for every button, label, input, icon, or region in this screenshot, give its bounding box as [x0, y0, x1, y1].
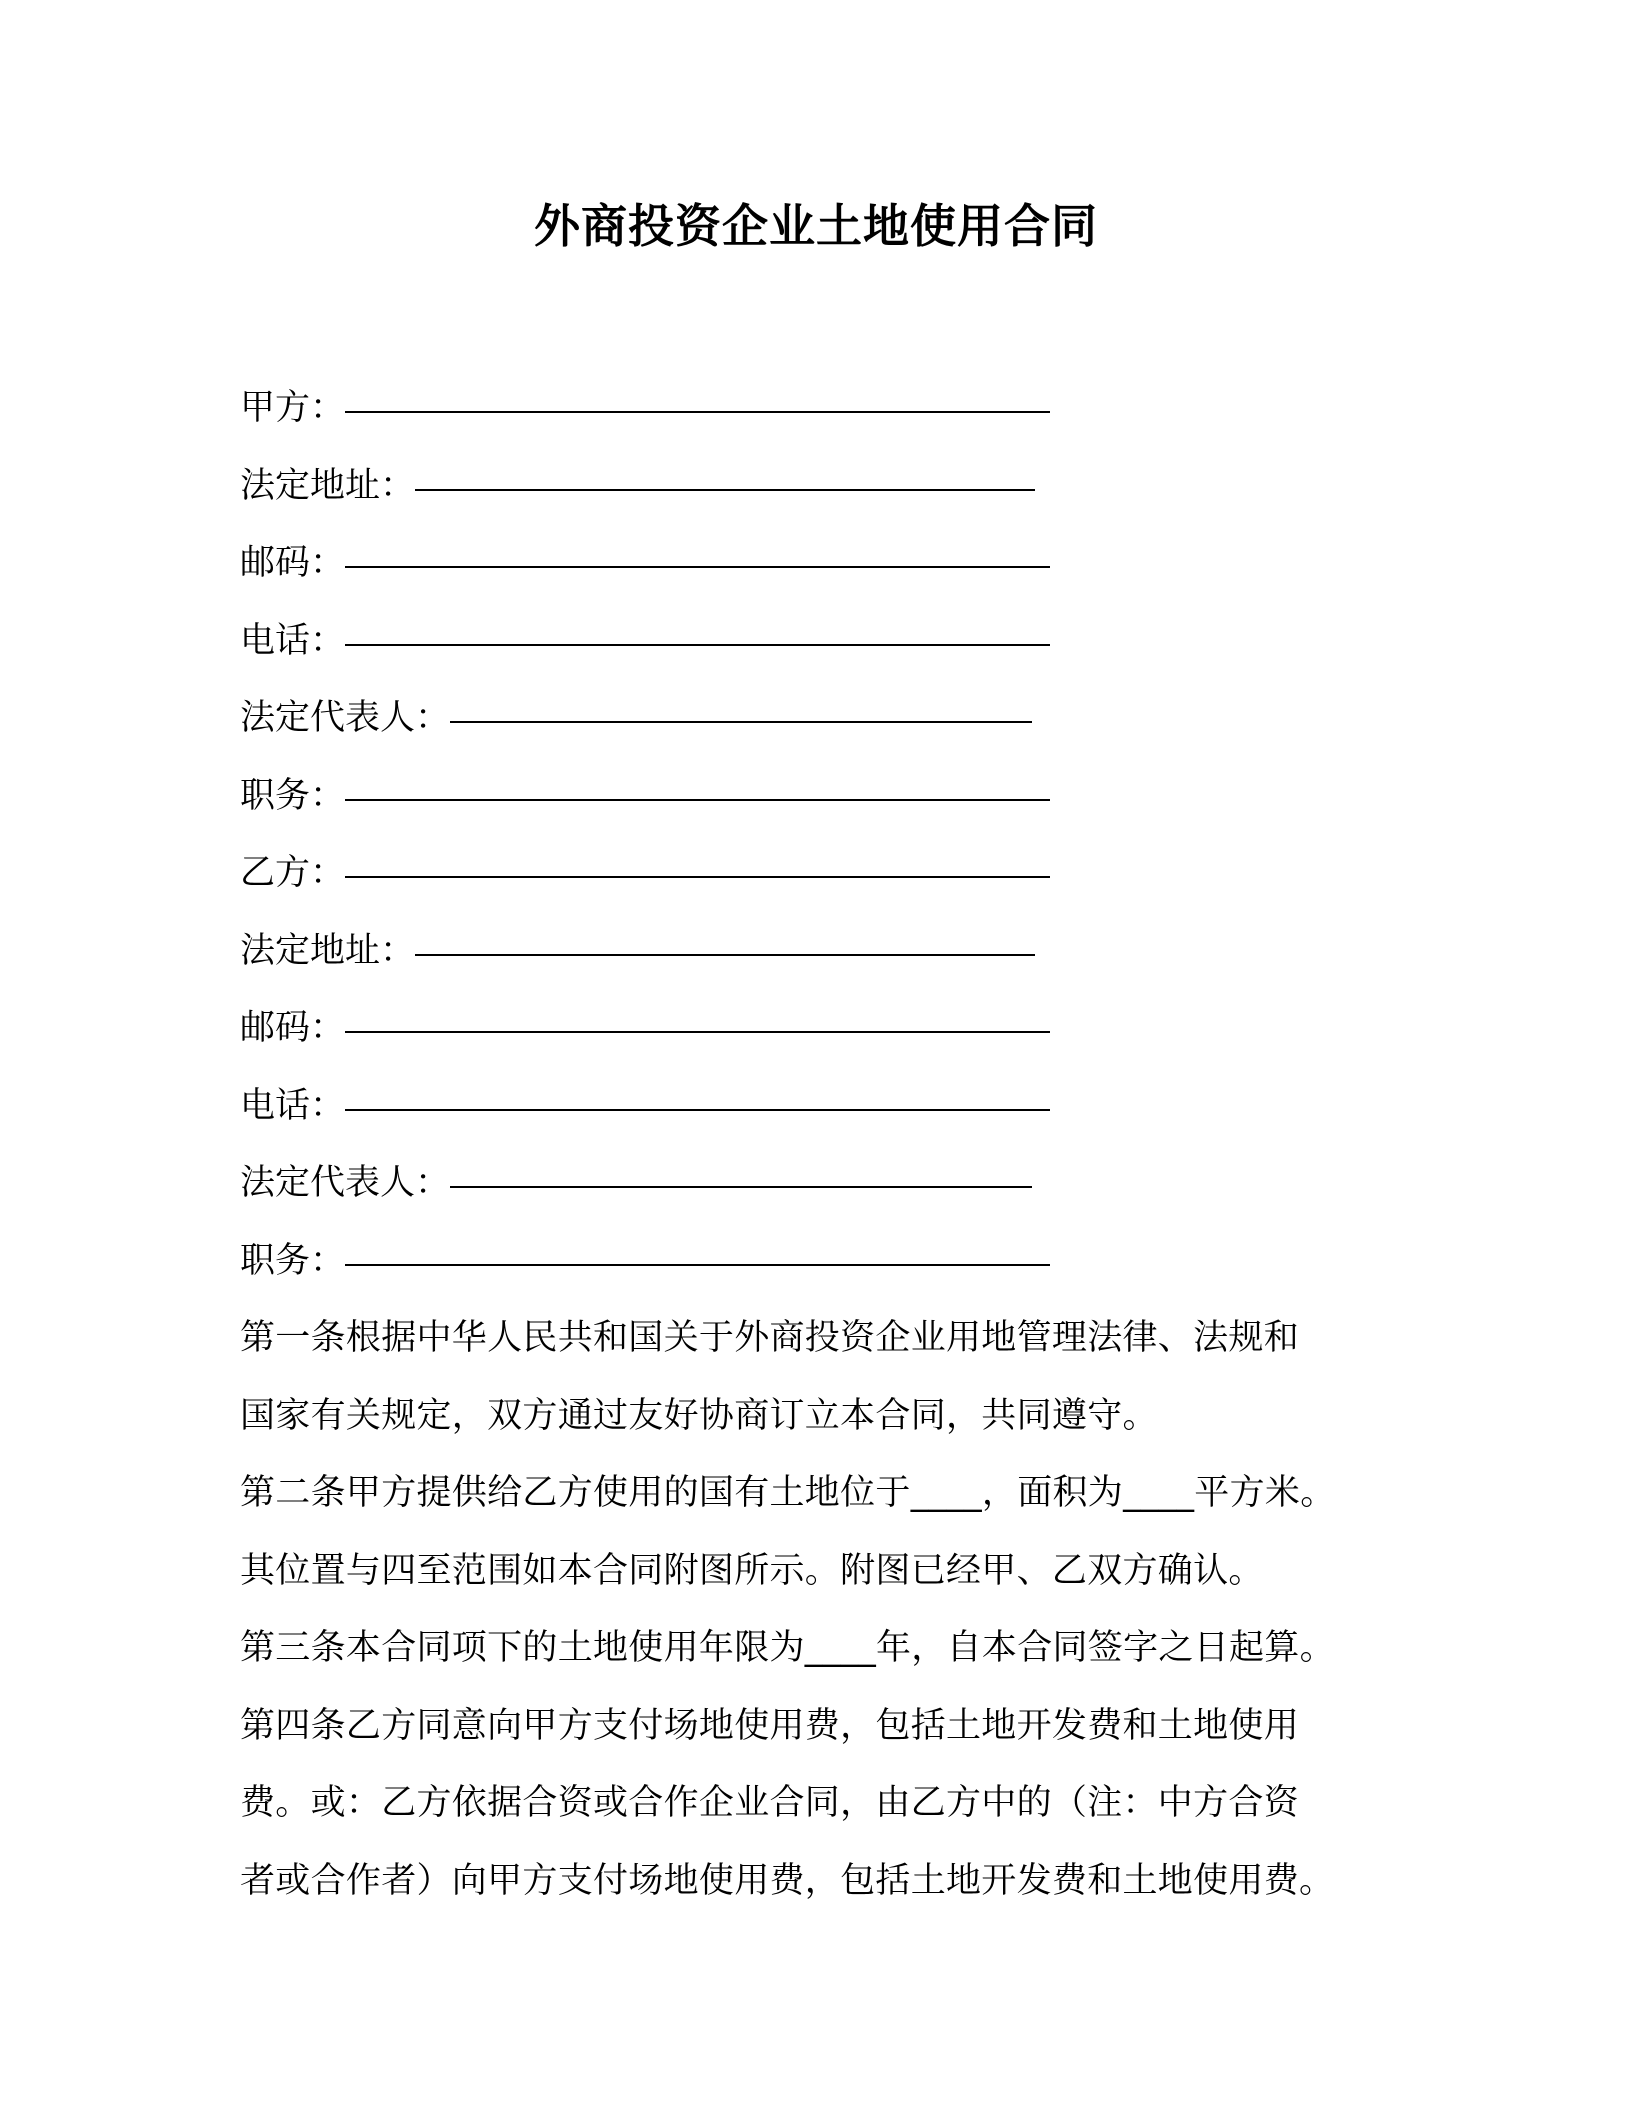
party-b-representative-field — [240, 1145, 1430, 1223]
party-a-representative-field — [240, 680, 1430, 758]
party-b-representative-label: 法定代表人： — [240, 1163, 451, 1203]
article-3-line-1: 第三条本合同项下的土地使用年限为____年，自本合同签字之日起算。 — [240, 1628, 1335, 1668]
party-a-address-field — [240, 448, 1430, 526]
article-1 — [240, 1300, 1430, 1455]
article-1-line-2: 国家有关规定，双方通过友好协商订立本合同，共同遵守。 — [240, 1395, 1158, 1436]
party-a-address-label: 法定地址： — [240, 465, 416, 506]
article-4-line-1: 第四条乙方同意向甲方支付场地使用费，包括土地开发费和土地使用 — [240, 1705, 1300, 1746]
article-3 — [240, 1610, 1430, 1688]
party-b-name-label: 乙方： — [240, 853, 346, 893]
party-b-postcode-label: 邮码： — [240, 1008, 346, 1048]
party-a-phone-label: 电话： — [240, 620, 346, 661]
article-4-line-2: 费。或：乙方依据合资或合作企业合同，由乙方中的（注：中方合资 — [240, 1783, 1300, 1823]
party-b-name-blank — [345, 874, 1050, 878]
document-body — [240, 370, 1430, 1920]
party-a-name-field — [240, 370, 1430, 448]
party-b-position-field — [240, 1223, 1430, 1301]
party-a-representative-label: 法定代表人： — [240, 698, 451, 738]
party-b-position-label: 职务： — [240, 1240, 346, 1281]
party-b-postcode-blank — [345, 1029, 1050, 1033]
party-b-address-label: 法定地址： — [240, 930, 416, 971]
party-a-postcode-field — [240, 525, 1430, 603]
party-a-address-blank — [415, 487, 1035, 491]
party-a-representative-blank — [450, 719, 1032, 723]
party-a-postcode-label: 邮码： — [240, 543, 346, 583]
article-2-line-1: 第二条甲方提供给乙方使用的国有土地位于____，面积为____平方米。 — [240, 1473, 1336, 1513]
party-a-phone-blank — [345, 642, 1050, 646]
document-title: 外商投资企业土地使用合同 — [534, 199, 1098, 253]
party-a-position-field — [240, 758, 1430, 836]
party-a-postcode-blank — [345, 564, 1050, 568]
article-4 — [240, 1688, 1430, 1921]
party-b-phone-blank — [345, 1107, 1050, 1111]
party-b-phone-field — [240, 1068, 1430, 1146]
party-b-representative-blank — [450, 1184, 1032, 1188]
article-2-line-2: 其位置与四至范围如本合同附图所示。附图已经甲、乙双方确认。 — [240, 1550, 1264, 1591]
party-a-position-blank — [345, 797, 1050, 801]
party-a-name-blank — [345, 409, 1050, 413]
party-b-phone-label: 电话： — [240, 1085, 346, 1126]
party-b-postcode-field — [240, 990, 1430, 1068]
party-b-address-field — [240, 913, 1430, 991]
article-1-line-1: 第一条根据中华人民共和国关于外商投资企业用地管理法律、法规和 — [240, 1318, 1300, 1358]
party-a-name-label: 甲方： — [240, 388, 346, 428]
party-a-position-label: 职务： — [240, 775, 346, 816]
party-b-position-blank — [345, 1262, 1050, 1266]
article-4-line-3: 者或合作者）向甲方支付场地使用费，包括土地开发费和土地使用费。 — [240, 1860, 1335, 1901]
party-b-name-field — [240, 835, 1430, 913]
party-b-address-blank — [415, 952, 1035, 956]
party-a-phone-field — [240, 603, 1430, 681]
article-2 — [240, 1455, 1430, 1610]
